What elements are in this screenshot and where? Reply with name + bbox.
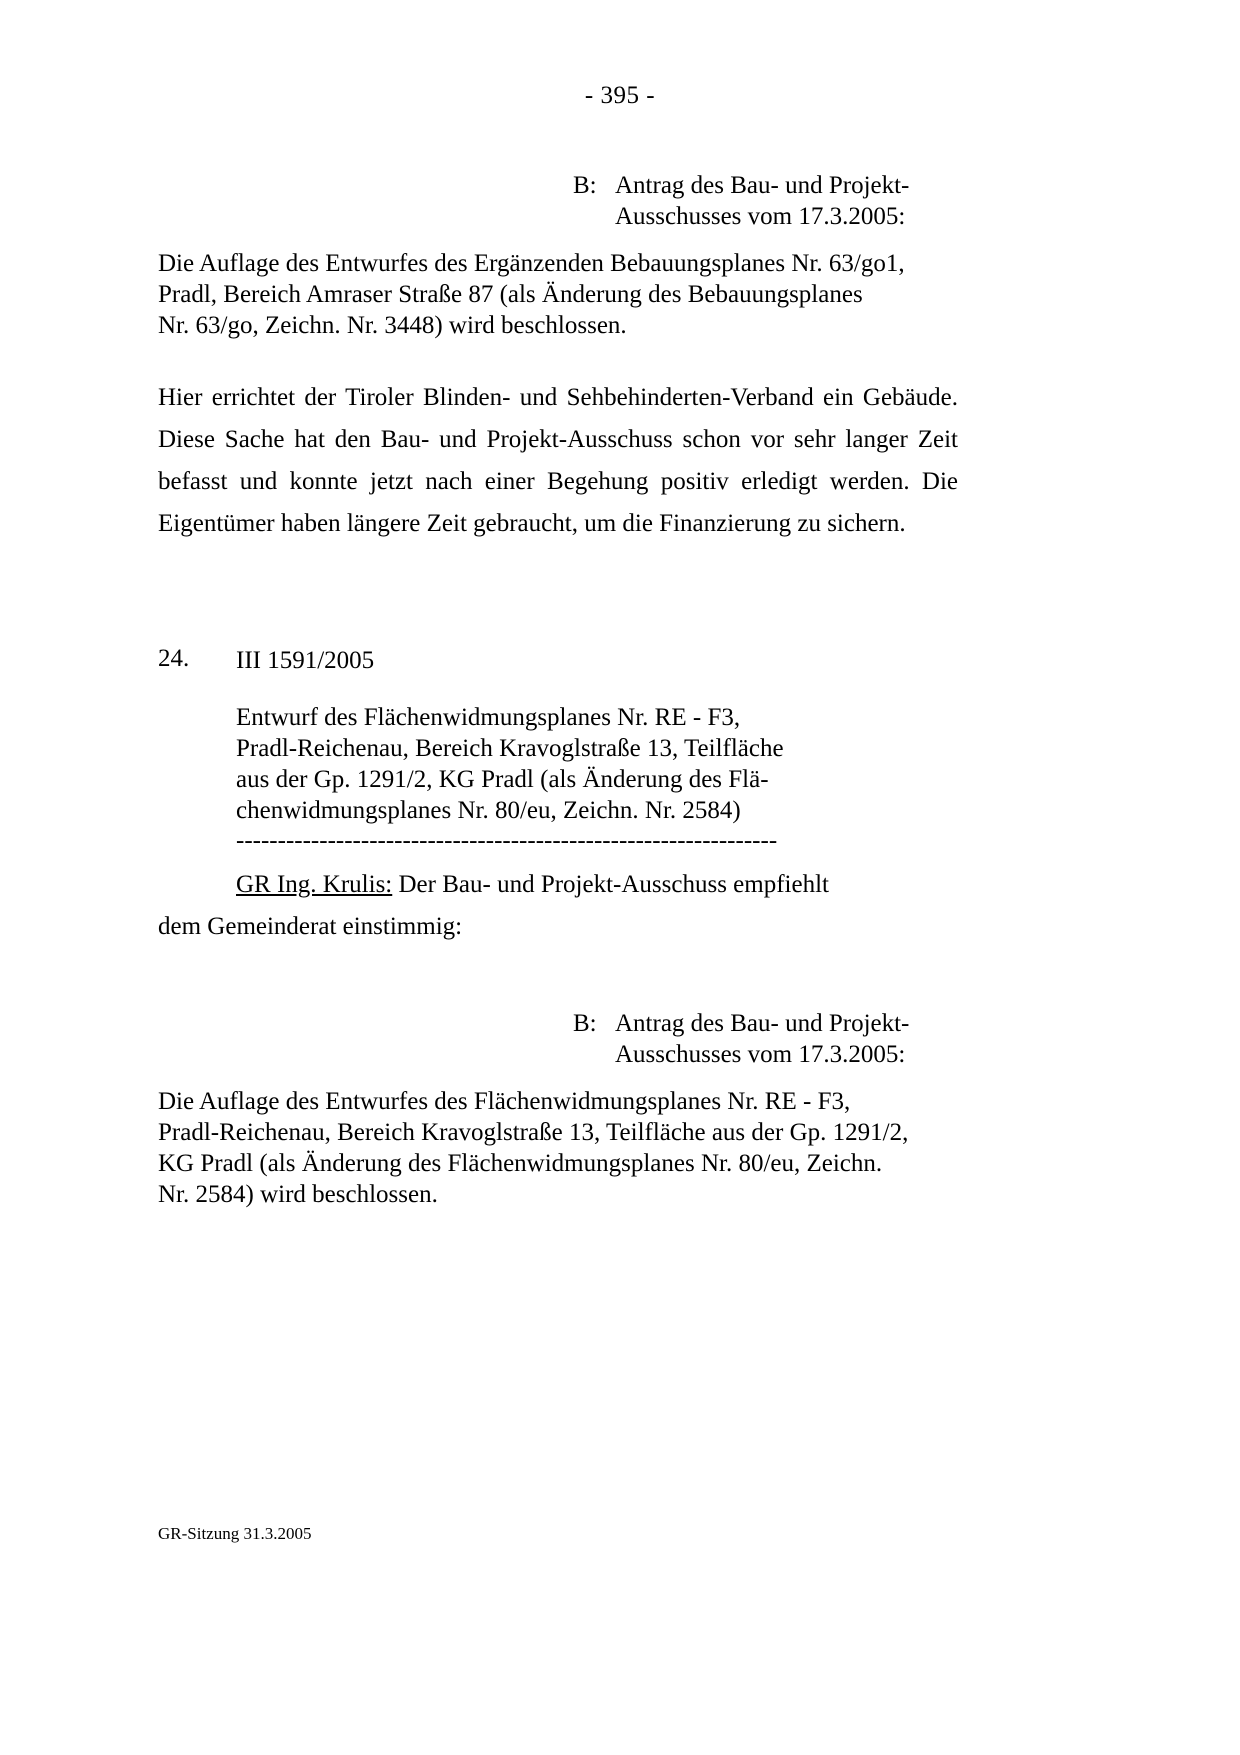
item-title-line3: aus der Gp. 1291/2, KG Pradl (als Änderung des Flä-	[236, 766, 769, 793]
motion-title-a-line2: Ausschusses vom 17.3.2005:	[615, 203, 906, 230]
motion-heading-24-line-2	[573, 1039, 958, 1070]
motion-heading-a	[573, 170, 958, 232]
motion-label-24: B:	[573, 1010, 597, 1037]
motion-title-24-line1: Antrag des Bau- und Projekt-	[615, 1010, 910, 1037]
motion-title-a-line1: Antrag des Bau- und Projekt-	[615, 172, 910, 199]
motion-label-a: B:	[573, 172, 597, 199]
speaker-statement	[158, 864, 958, 906]
page-footer: GR-Sitzung 31.3.2005	[158, 1524, 312, 1543]
resolution-24-line3: KG Pradl (als Änderung des Flächenwidmungsplanes Nr. 80/eu, Zeichn.	[158, 1150, 883, 1177]
speaker-text: Der Bau- und Projekt-Ausschuss empfiehlt	[392, 871, 829, 898]
page-content	[158, 170, 958, 1210]
speaker-name: GR Ing. Krulis:	[236, 871, 393, 898]
resolution-24	[158, 1086, 958, 1210]
page-number: - 395 -	[584, 82, 656, 109]
item-number: 24.	[158, 645, 190, 672]
resolution-a-line2: Pradl, Bereich Amraser Straße 87 (als Änderung des Bebauungsplanes	[158, 281, 863, 308]
spacer	[158, 948, 958, 1008]
item-divider: -----------------------------------------------------------------	[236, 827, 778, 854]
speaker-statement-line2: dem Gemeinderat einstimmig:	[158, 913, 463, 940]
motion-heading-line-2	[573, 201, 958, 232]
resolution-24-line4: Nr. 2584) wird beschlossen.	[158, 1181, 438, 1208]
agenda-item-24	[158, 645, 958, 1210]
item-title-line4: chenwidmungsplanes Nr. 80/eu, Zeichn. Nr. 2584)	[236, 797, 741, 824]
item-reference: III 1591/2005	[236, 647, 375, 674]
motion-heading-line-1	[573, 170, 958, 201]
motion-heading-24-line-1	[573, 1008, 958, 1039]
item-title	[236, 702, 958, 826]
motion-title-24-line2: Ausschusses vom 17.3.2005:	[615, 1041, 906, 1068]
resolution-24-line2: Pradl-Reichenau, Bereich Kravoglstraße 13, Teilfläche aus der Gp. 1291/2,	[158, 1119, 909, 1146]
motion-heading-24	[573, 1008, 958, 1070]
resolution-a-line3: Nr. 63/go, Zeichn. Nr. 3448) wird beschlossen.	[158, 312, 627, 339]
resolution-a-line1: Die Auflage des Entwurfes des Ergänzenden Bebauungsplanes Nr. 63/go1,	[158, 250, 905, 277]
resolution-a	[158, 248, 958, 341]
item-title-line1: Entwurf des Flächenwidmungsplanes Nr. RE - F3,	[236, 704, 741, 731]
resolution-24-line1: Die Auflage des Entwurfes des Flächenwidmungsplanes Nr. RE - F3,	[158, 1088, 851, 1115]
commentary-paragraph: Hier errichtet der Tiroler Blinden- und Sehbehinderten-Verband ein Gebäude. Diese Sache hat den Bau- und Projekt-Ausschuss schon vor sehr langer Zeit befasst und konnte jetzt nach einer Begehung positiv erledigt werden. Die Eigentümer haben längere Zeit gebraucht, um die Finanzierung zu sichern.	[158, 384, 958, 537]
item-title-line2: Pradl-Reichenau, Bereich Kravoglstraße 13, Teilfläche	[236, 735, 784, 762]
